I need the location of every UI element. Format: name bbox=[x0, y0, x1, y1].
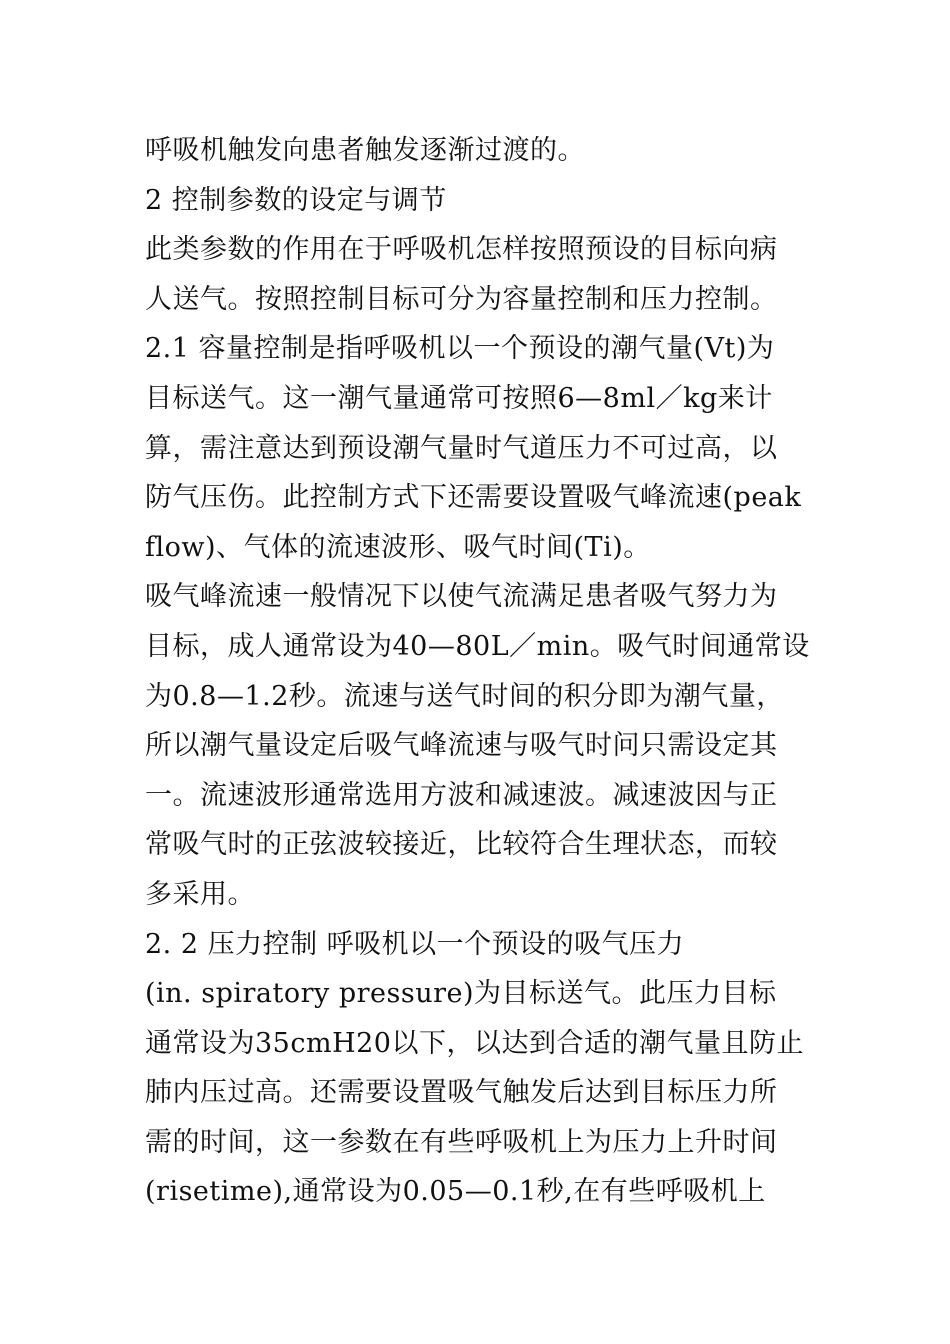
text-line: (in. spiratory pressure)为目标送气。此压力目标 bbox=[145, 978, 777, 1010]
text-line: 一。流速波形通常选用方波和减速波。减速波因与正 bbox=[145, 779, 778, 811]
text-line: 目标，成人通常设为40—80L／min。吸气时间通常设 bbox=[145, 630, 810, 662]
text-line: 通常设为35cmH20以下，以达到合适的潮气量且防止 bbox=[145, 1027, 804, 1059]
text-line: 目标送气。这一潮气量通常可按照6—8ml／kg来计 bbox=[145, 382, 773, 414]
text-line: 防气压伤。此控制方式下还需要设置吸气峰流速(peak bbox=[145, 482, 802, 514]
text-line: 为0.8—1.2秒。流速与送气时间的积分即为潮气量， bbox=[145, 680, 784, 712]
text-line: 肺内压过高。还需要设置吸气触发后达到目标压力所 bbox=[145, 1077, 778, 1109]
text-line: 2.1 容量控制是指呼吸机以一个预设的潮气量(Vt)为 bbox=[145, 333, 775, 365]
text-line: 人送气。按照控制目标可分为容量控制和压力控制。 bbox=[145, 283, 778, 315]
text-line: 常吸气时的正弦波较接近，比较符合生理状态，而较 bbox=[145, 829, 778, 861]
body-text bbox=[145, 126, 815, 1217]
text-line: 此类参数的作用在于呼吸机怎样按照预设的目标向病 bbox=[145, 234, 778, 266]
text-line: (risetime),通常设为0.05—0.1秒,在有些呼吸机上 bbox=[145, 1176, 766, 1208]
text-line: 多采用。 bbox=[145, 878, 255, 910]
text-line: 呼吸机触发向患者触发逐渐过渡的。 bbox=[145, 135, 585, 166]
text-line: 所以潮气量设定后吸气峰流速与吸气时问只需设定其 bbox=[145, 730, 778, 762]
text-line: flow)、气体的流速波形、吸气时间(Ti)。 bbox=[145, 531, 651, 563]
text-line: 需的时间，这一参数在有些呼吸机上为压力上升时间 bbox=[145, 1126, 778, 1158]
section-heading: 2 控制参数的设定与调节 bbox=[145, 184, 447, 216]
text-line: 吸气峰流速一般情况下以使气流满足患者吸气努力为 bbox=[145, 581, 778, 613]
section-heading: 2. 2 压力控制 呼吸机以一个预设的吸气压力 bbox=[145, 928, 685, 960]
text-line: 算，需注意达到预设潮气量时气道压力不可过高，以 bbox=[145, 432, 778, 464]
